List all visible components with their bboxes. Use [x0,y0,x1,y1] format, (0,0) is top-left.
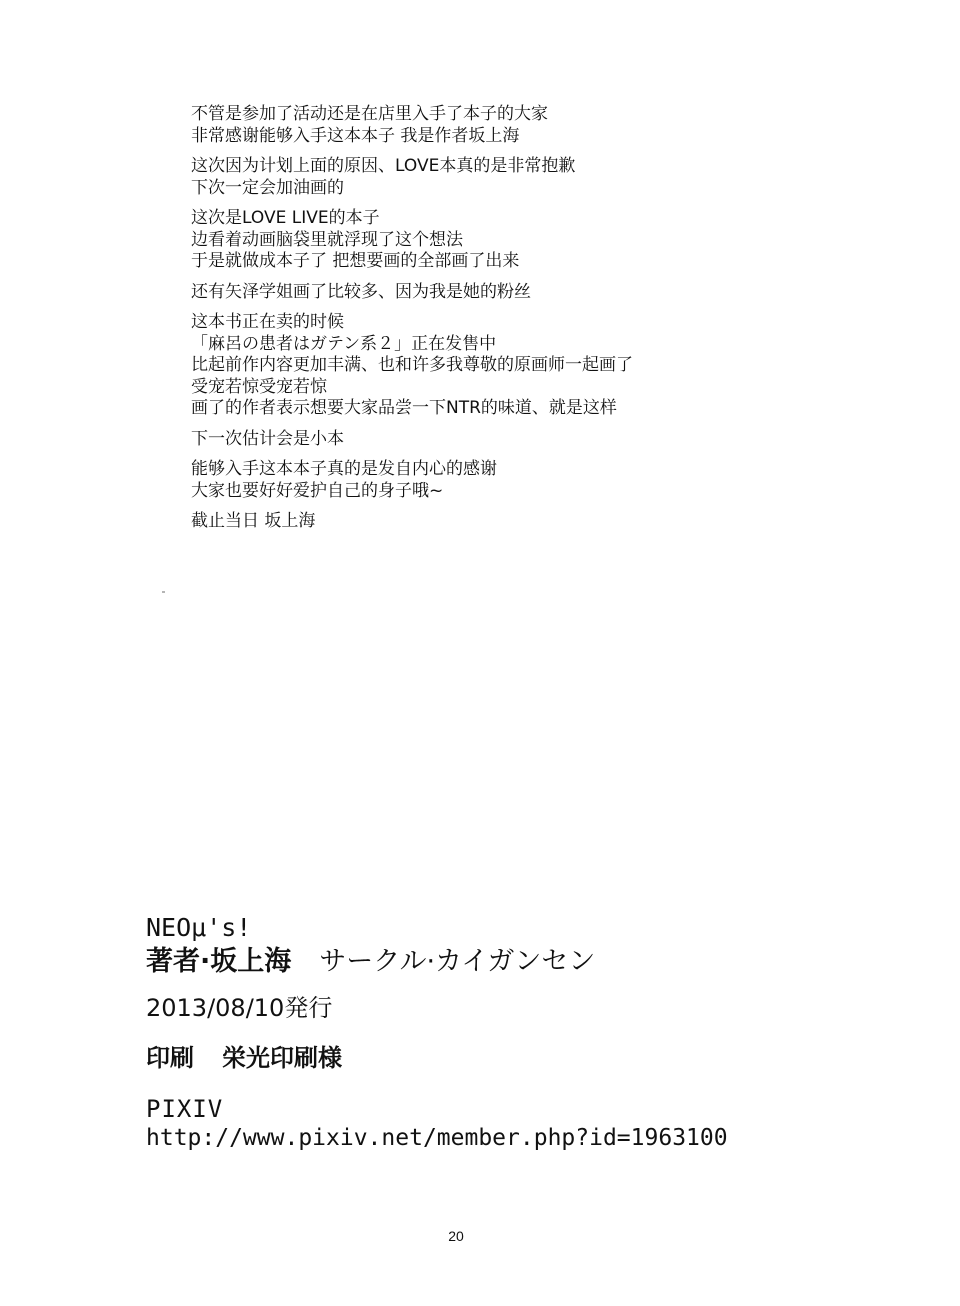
note-line: 下一次估计会是小本 [191,428,344,449]
site-name: PIXIV [146,1095,224,1123]
note-line: 「麻呂の患者はガテン系２」正在发售中 [191,333,497,354]
note-paragraph [191,282,791,304]
note-line: 这本书正在卖的时候 [191,312,344,332]
note-paragraph [191,429,791,451]
note-paragraph [191,459,791,502]
note-line: 这次是LOVE LIVE的本子 [191,208,380,228]
note-line: 不管是参加了活动还是在店里入手了本子的大家 [191,104,548,124]
printer-label: 印刷 [146,1044,194,1072]
site-url: http://www.pixiv.net/member.php?id=1963100 [146,1125,728,1151]
note-paragraph [191,511,791,533]
note-paragraph [191,104,791,147]
note-line: 于是就做成本子了 把想要画的全部画了出来 [191,251,520,271]
printer-name: 栄光印刷様 [222,1044,342,1072]
note-line: 受宠若惊受宠若惊 [191,376,327,397]
book-title: NEOμ's! [146,913,252,942]
note-line: 大家也要好好爱护自己的身子哦~ [191,480,444,501]
note-line: 截止当日 坂上海 [191,511,316,531]
printer-line [146,1043,846,1073]
note-line: 比起前作内容更加丰满、也和许多我尊敬的原画师一起画了 [191,355,633,375]
note-line: 画了的作者表示想要大家品尝一下NTR的味道、就是这样 [191,398,617,418]
author-line [146,945,846,979]
note-paragraph [191,208,791,273]
author-name: 著者·坂上海 [146,946,292,977]
scan-speck [162,591,165,593]
publish-date: 2013/08/10発行 [146,994,333,1022]
note-line: 还有矢泽学姐画了比较多、因为我是她的粉丝 [191,281,531,302]
note-line: 下次一定会加油画的 [191,177,344,198]
note-line: 非常感谢能够入手这本本子 我是作者坂上海 [191,125,520,146]
circle-name: サークル·カイガンセン [319,946,596,977]
note-line: 边看着动画脑袋里就浮现了这个想法 [191,229,463,250]
page-number: 20 [448,1228,464,1244]
note-line: 能够入手这本本子真的是发自内心的感谢 [191,459,497,479]
afterword-note [191,104,791,542]
note-paragraph [191,312,791,420]
note-paragraph [191,156,791,199]
note-line: 这次因为计划上面的原因、LOVE本真的是非常抱歉 [191,156,576,176]
colophon [146,913,846,1153]
